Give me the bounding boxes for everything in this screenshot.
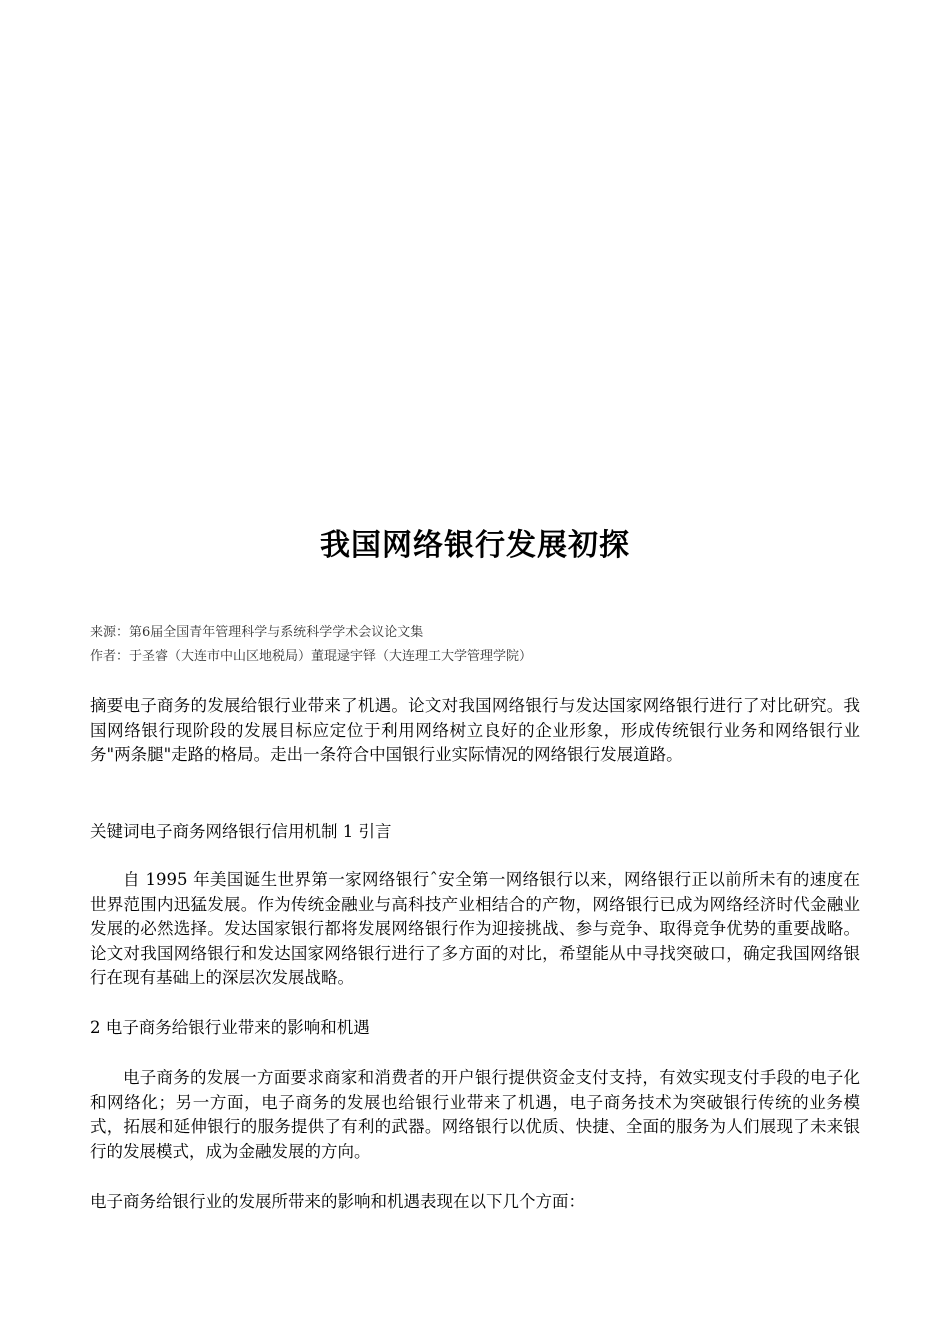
document-title: 我国网络银行发展初探 xyxy=(320,528,630,563)
keywords-line: 关键词电子商务网络银行信用机制 1 引言 xyxy=(90,822,392,841)
abstract-paragraph: 摘要电子商务的发展给银行业带来了机遇。论文对我国网络银行与发达国家网络银行进行了对比研究。我国网络银行现阶段的发展目标应定位于利用网络树立良好的企业形象，形成传统银行业务和网络银行业务"两条腿"走路的格局。走出一条符合中国银行业实际情况的网络银行发展道路。 xyxy=(90,696,860,764)
aspects-intro-line: 电子商务给银行业的发展所带来的影响和机遇表现在以下几个方面： xyxy=(90,1192,585,1211)
author-line: 作者：于圣睿（大连市中山区地税局）董琨逯宇铎（大连理工大学管理学院） xyxy=(90,649,533,664)
section-2-paragraph: 电子商务的发展一方面要求商家和消费者的开户银行提供资金支付支持，有效实现支付手段的电子化和网络化；另一方面，电子商务的发展也给银行业带来了机遇，电子商务技术为突破银行传统的业务模式，拓展和延伸银行的服务提供了有利的武器。网络银行以优质、快捷、全面的服务为人们展现了未来银行的发展模式，成为金融发展的方向。 xyxy=(90,1068,860,1161)
section-2-heading: 2 电子商务给银行业带来的影响和机遇 xyxy=(90,1018,370,1037)
source-line: 来源：第6届全国青年管理科学与系统科学学术会议论文集 xyxy=(90,625,424,640)
introduction-paragraph: 自 1995 年美国诞生世界第一家网络银行ˆ安全第一网络银行以来，网络银行正以前所未有的速度在世界范围内迅猛发展。作为传统金融业与高科技产业相结合的产物，网络银行已成为网络经济时代金融业发展的必然选择。发达国家银行都将发展网络银行作为迎接挑战、参与竞争、取得竞争优势的重要战略。论文对我国网络银行和发达国家网络银行进行了多方面的对比，希望能从中寻找突破口，确定我国网络银行在现有基础上的深层次发展战略。 xyxy=(90,870,860,987)
